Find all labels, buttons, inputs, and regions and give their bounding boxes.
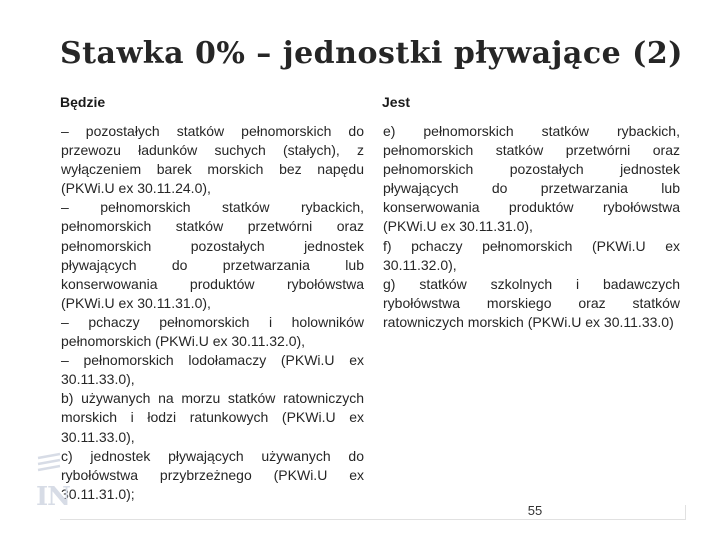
column-header-current: Jest [382, 94, 411, 110]
column-header-before: Będzie [60, 94, 106, 110]
slide-title: Stawka 0% – jednostki pływające (2) [60, 36, 683, 71]
list-item: f) pchaczy pełnomorskich (PKWi.U ex 30.11.32.0), [383, 237, 680, 273]
list-item: e) pełnomorskich statków rybackich, pełnomorskich statków przetwórni oraz pełnomorskich pozostałych jednostek pływających do przetwarzania lub konserwowania produktów rybołówstwa (PKWi.U ex 30.11.31.0), [383, 123, 680, 235]
list-item: – pełnomorskich lodołamaczy (PKWi.U ex 30.11.33.0), [61, 352, 364, 388]
list-item: b) używanych na morzu statków ratowniczych morskich i łodzi ratunkowych (PKWi.U ex 30.11.33.0), [61, 390, 364, 445]
list-item: c) jednostek pływających używanych do rybołówstwa przybrzeżnego (PKWi.U ex 30.11.31.0); [61, 447, 364, 502]
list-item: – pchaczy pełnomorskich i holowników pełnomorskich (PKWi.U ex 30.11.32.0), [61, 313, 364, 350]
footer-divider [60, 519, 686, 520]
list-item: – pozostałych statków pełnomorskich do przewozu ładunków suchych (stałych), z wyłączeniem barek morskich bez napędu (PKWi.U ex 30.11.24.0), [61, 123, 364, 197]
watermark-logo [36, 452, 70, 512]
page-number: 55 [527, 503, 543, 518]
column-before-text [61, 122, 364, 504]
footer-divider-end [685, 505, 686, 520]
list-item: g) statków szkolnych i badawczych rybołówstwa morskiego oraz statków ratowniczych morskich (PKWi.U ex 30.11.33.0) [383, 275, 680, 330]
watermark-letters: IN [36, 482, 70, 512]
list-item: – pełnomorskich statków rybackich, pełnomorskich statków przetwórni oraz pełnomorskich pozostałych jednostek pływających do przetwarzania lub konserwowania produktów rybołówstwa (PKWi.U ex 30.11.31.0), [61, 199, 364, 311]
column-current-text [383, 122, 680, 332]
watermark-lines-icon [36, 452, 62, 472]
